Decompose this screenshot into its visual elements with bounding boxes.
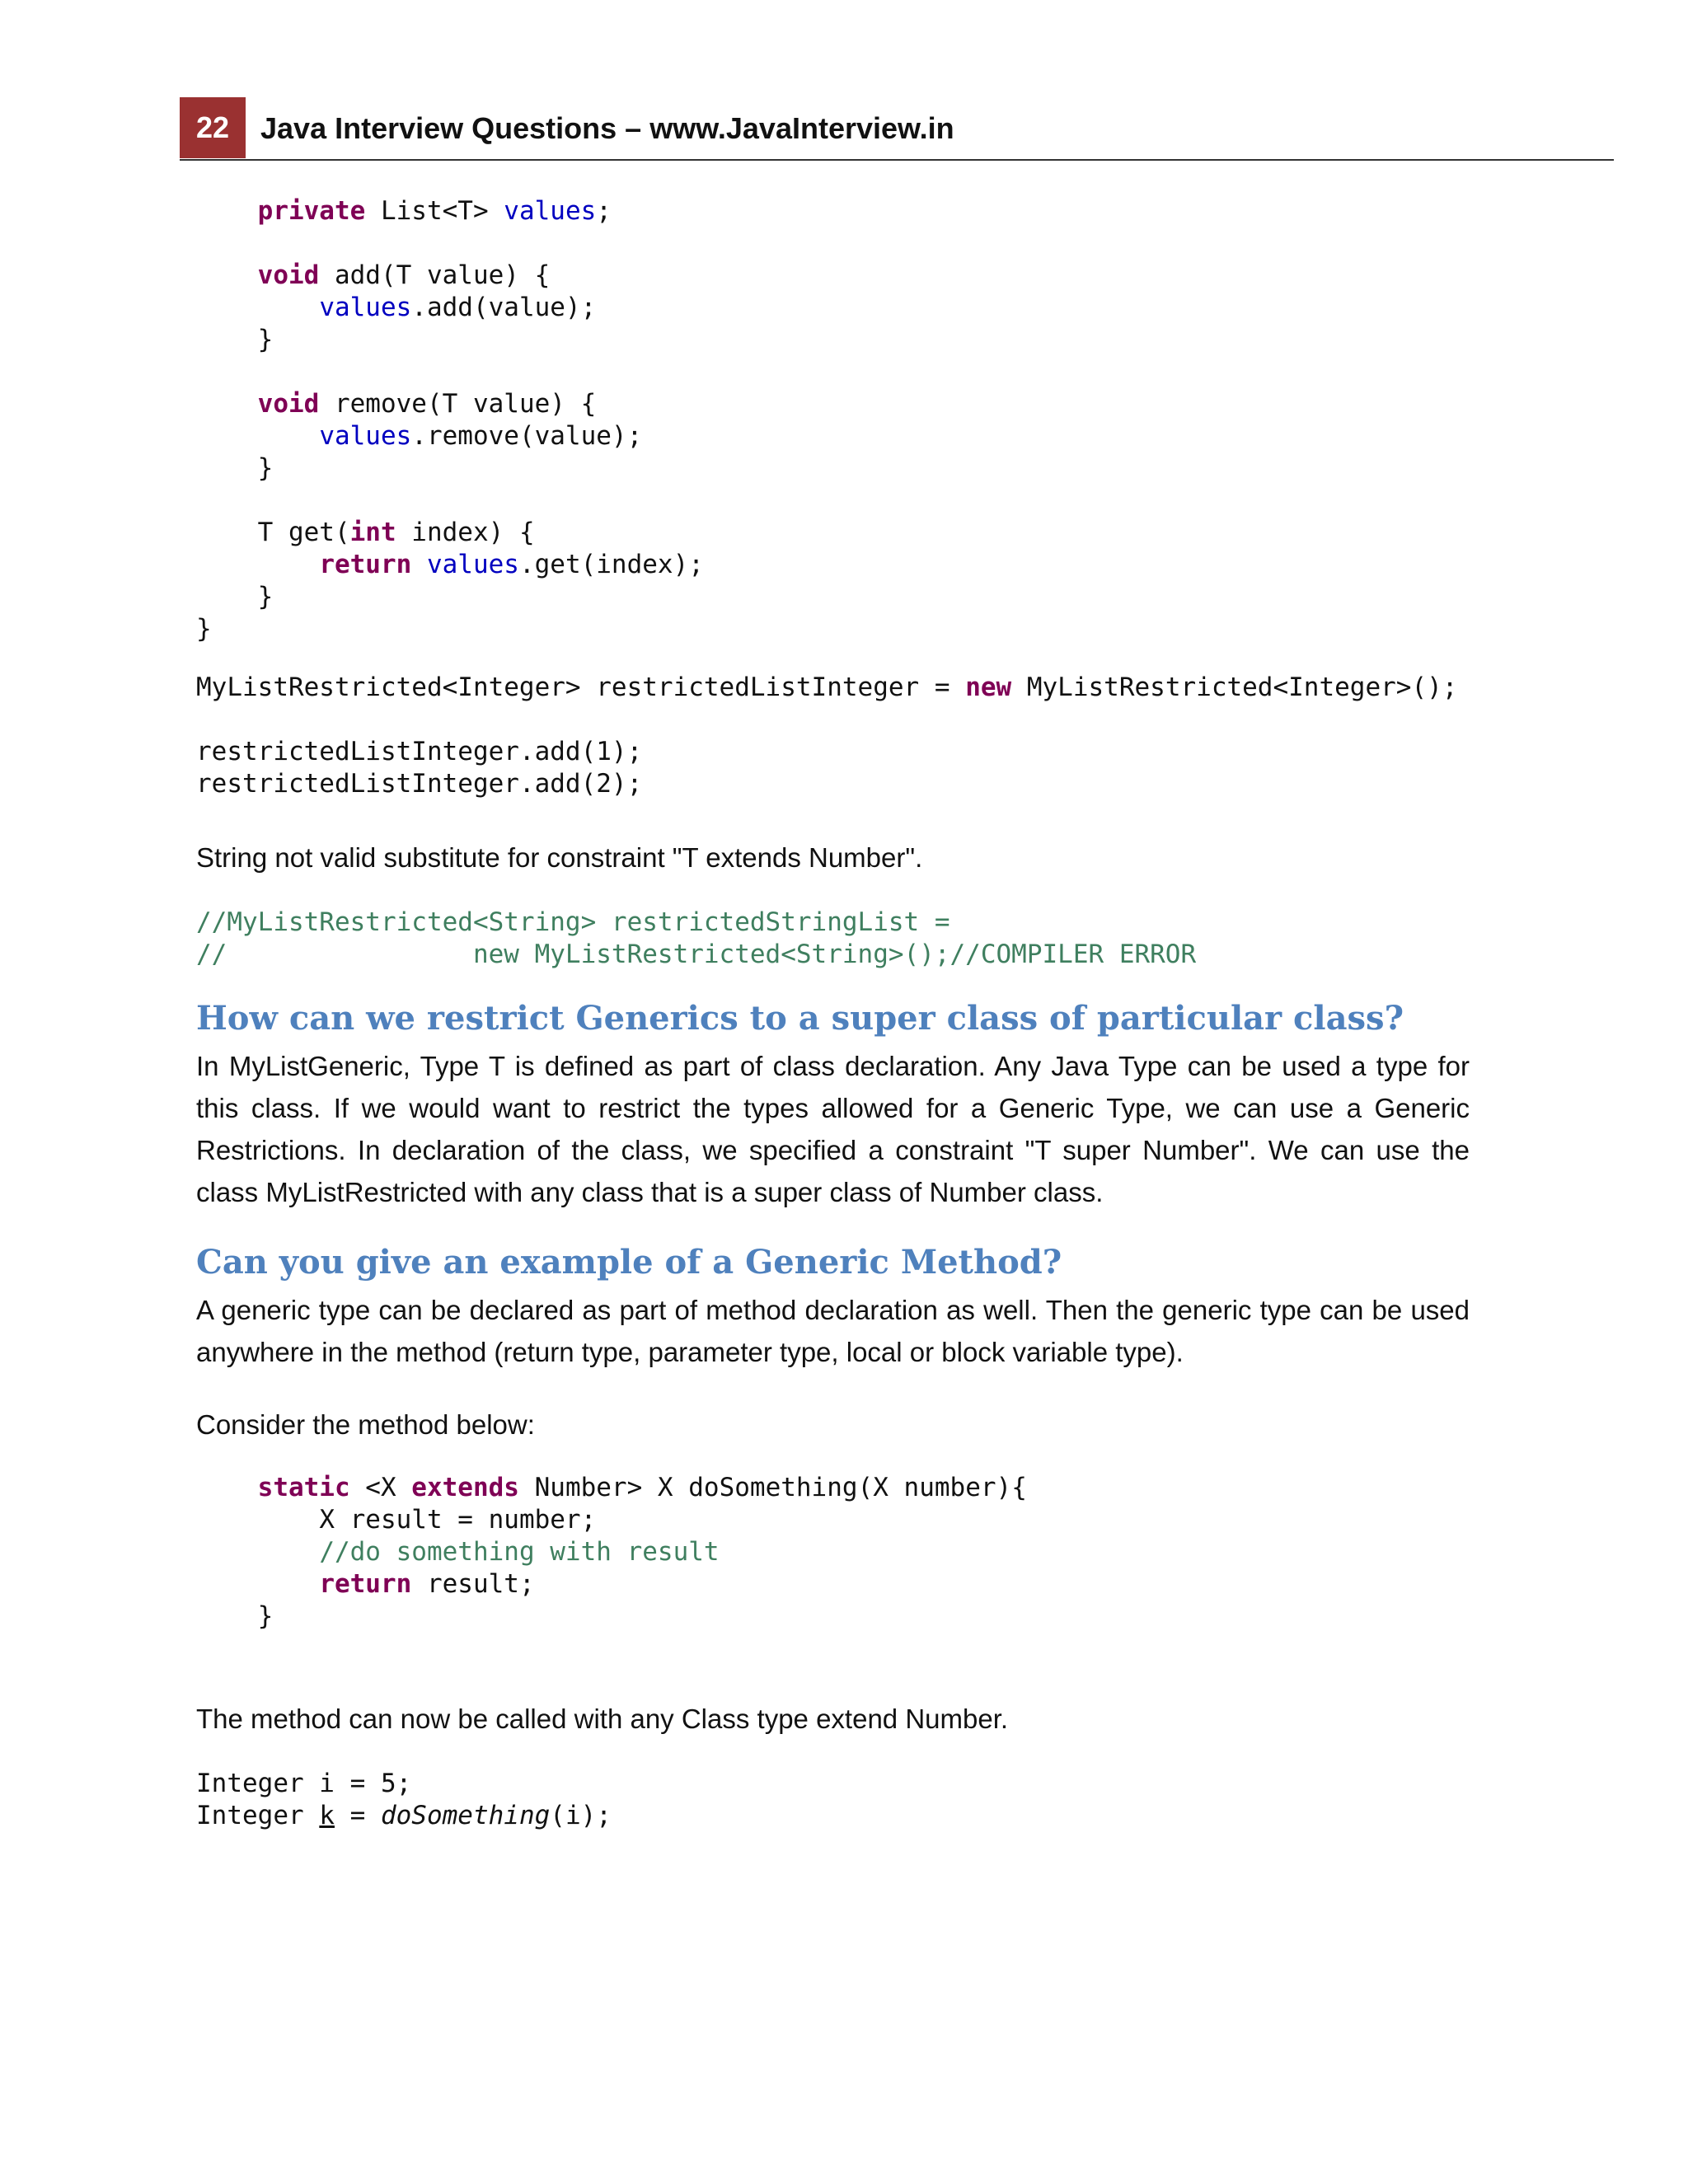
heading-generic-method: Can you give an example of a Generic Method?: [196, 1243, 1062, 1282]
header-title: Java Interview Questions – www.JavaInterview.in: [260, 111, 954, 145]
code-text: <X: [349, 1473, 412, 1502]
code-text: }: [257, 582, 274, 612]
code-line: restrictedListInteger.add(2);: [196, 769, 643, 799]
code-line: [196, 421, 642, 451]
consider-text: Consider the method below:: [196, 1409, 535, 1440]
code-line: [196, 1601, 273, 1631]
code-text: Integer: [196, 1801, 320, 1830]
code-line: [196, 614, 212, 644]
code-text: MyListRestricted<Integer>();: [1011, 673, 1458, 702]
code-text: MyListRestricted<Integer> restrictedListInteger =: [196, 673, 966, 702]
code-line: [196, 325, 273, 354]
code-line: [196, 1801, 612, 1830]
page-number: 22: [180, 97, 246, 158]
code-text: index) {: [396, 518, 535, 547]
code-field: values: [319, 421, 412, 451]
code-block-usage: [196, 672, 1457, 800]
code-line: [196, 673, 1457, 702]
code-keyword: void: [257, 389, 320, 419]
code-line: [196, 1569, 535, 1599]
code-line: [196, 196, 612, 226]
paragraph-restrict-super: In MyListGeneric, Type T is defined as part of class declaration. Any Java Type can be used a type for this class. If we would want to restrict the types allowed for a Generic Type, we can use a Generic Restrictions. In declaration of the class, we specified a constraint "T super Number". We can use the class MyListRestricted with any class that is a super class of Number class.: [196, 1051, 1470, 1207]
code-keyword: int: [349, 518, 396, 547]
call-note: The method can now be called with any Class type extend Number.: [196, 1704, 1009, 1734]
code-keyword: void: [257, 260, 320, 290]
code-text: (i);: [550, 1801, 612, 1830]
code-line: Integer i = 5;: [196, 1769, 412, 1798]
code-keyword: static: [257, 1473, 350, 1502]
code-text: }: [257, 325, 274, 354]
code-line: [196, 550, 704, 579]
code-text: List<T>: [365, 196, 504, 226]
paragraph-generic-method: A generic type can be declared as part of method declaration as well. Then the generic type can be used anywhere in the method (return type, parameter type, local or block variable type).: [196, 1295, 1470, 1367]
code-keyword: private: [257, 196, 366, 226]
code-text: add(T value) {: [319, 260, 551, 290]
code-comment: //do something with result: [319, 1537, 720, 1567]
code-comment: // new MyListRestricted<String>();//COMPILER ERROR: [196, 940, 1197, 969]
code-line: restrictedListInteger.add(1);: [196, 737, 643, 766]
code-text: }: [257, 453, 274, 483]
code-block-commented: [196, 907, 1196, 971]
code-line: [196, 582, 273, 612]
code-line: [196, 389, 596, 419]
constraint-note: String not valid substitute for constraint "T extends Number".: [196, 842, 923, 873]
code-text: =: [334, 1801, 381, 1830]
code-block-generic-method: [196, 1472, 1027, 1633]
code-line: [196, 260, 550, 290]
code-comment: //MyListRestricted<String> restrictedStringList =: [196, 907, 950, 937]
code-line: [196, 1505, 596, 1535]
code-text: }: [196, 614, 212, 644]
code-keyword: extends: [411, 1473, 519, 1502]
code-field: values: [426, 550, 519, 579]
code-text: ;: [596, 196, 612, 226]
heading-restrict-super: How can we restrict Generics to a super class of particular class?: [196, 999, 1404, 1038]
code-text: remove(T value) {: [319, 389, 597, 419]
code-line: [196, 518, 535, 547]
code-keyword: new: [965, 673, 1012, 702]
code-text: .remove(value);: [411, 421, 643, 451]
code-line: [196, 293, 596, 322]
code-underlined-var: k: [319, 1801, 335, 1830]
page-header: [180, 97, 1614, 161]
code-line: [196, 453, 273, 483]
code-line: [196, 1473, 1027, 1502]
code-field: values: [504, 196, 597, 226]
code-text: X result = number;: [319, 1505, 597, 1535]
code-text: T get(: [257, 518, 350, 547]
code-text: Number> X doSomething(X number){: [518, 1473, 1027, 1502]
code-keyword: return: [319, 1569, 412, 1599]
code-field: values: [319, 293, 412, 322]
code-text: }: [257, 1601, 274, 1631]
code-block-class-body: [196, 195, 704, 645]
code-text: result;: [411, 1569, 535, 1599]
code-block-call: [196, 1768, 612, 1832]
code-text: .get(index);: [518, 550, 704, 579]
code-keyword: return: [319, 550, 412, 579]
code-text: .add(value);: [411, 293, 597, 322]
code-method-call: doSomething: [380, 1801, 551, 1830]
code-line: [196, 1537, 720, 1567]
code-text: [411, 550, 427, 579]
